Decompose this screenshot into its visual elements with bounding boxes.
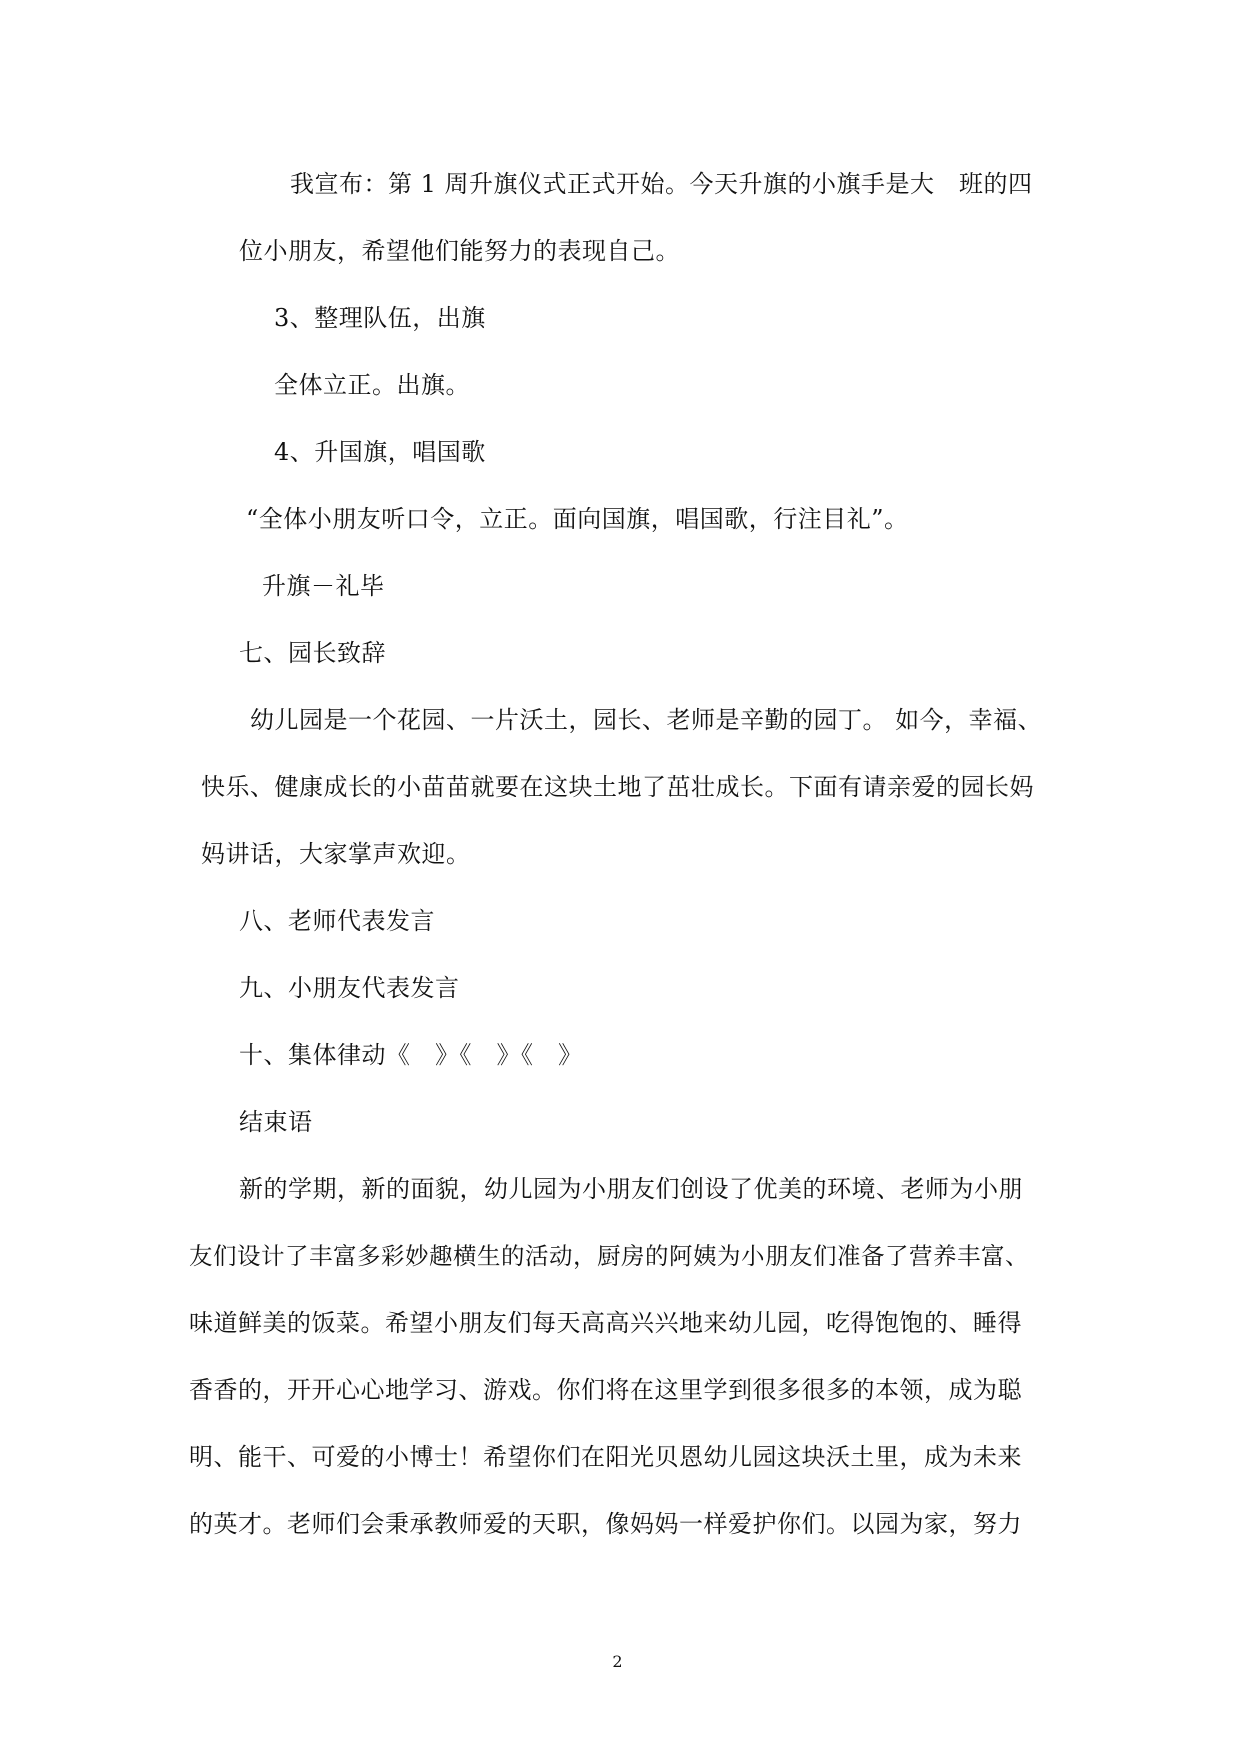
text-line: 3、整理队伍，出旗 bbox=[274, 304, 486, 332]
text-line: 九、小朋友代表发言 bbox=[239, 974, 460, 1002]
text-line: 友们设计了丰富多彩妙趣横生的活动，厨房的阿姨为小朋友们准备了营养丰富、 bbox=[189, 1242, 1029, 1270]
text-line: 七、园长致辞 bbox=[239, 639, 386, 667]
text-line: 的英才。老师们会秉承教师爱的天职，像妈妈一样爱护你们。以园为家，努力 bbox=[189, 1510, 1022, 1538]
text-line: 结束语 bbox=[239, 1108, 313, 1136]
text-line: 幼儿园是一个花园、一片沃土，园长、老师是辛勤的园丁。 如今，幸福、 bbox=[250, 706, 1043, 734]
text-line: 明、能干、可爱的小博士！希望你们在阳光贝恩幼儿园这块沃土里，成为未来 bbox=[189, 1443, 1022, 1471]
text-line: 味道鲜美的饭菜。希望小朋友们每天高高兴兴地来幼儿园，吃得饱饱的、睡得 bbox=[189, 1309, 1022, 1337]
text-line: 八、老师代表发言 bbox=[239, 907, 435, 935]
text-line: 位小朋友，希望他们能努力的表现自己。 bbox=[239, 237, 680, 265]
text-line: 4、升国旗，唱国歌 bbox=[274, 438, 486, 466]
text-line: 妈讲话，大家掌声欢迎。 bbox=[201, 840, 471, 868]
text-line: 新的学期，新的面貌，幼儿园为小朋友们创设了优美的环境、老师为小朋 bbox=[239, 1175, 1023, 1203]
text-line: “全体小朋友听口令，立正。面向国旗，唱国歌，行注目礼”。 bbox=[246, 505, 909, 533]
text-line: 全体立正。出旗。 bbox=[274, 371, 470, 399]
text-line: 快乐、健康成长的小苗苗就要在这块土地了茁壮成长。下面有请亲爱的园长妈 bbox=[201, 773, 1034, 801]
text-line: 十、集体律动《 》《 》《 》 bbox=[239, 1041, 583, 1069]
text-line: 升旗－礼毕 bbox=[262, 572, 385, 600]
text-line: 我宣布：第 1 周升旗仪式正式开始。今天升旗的小旗手是大 班的四 bbox=[290, 170, 1033, 198]
text-line: 香香的，开开心心地学习、游戏。你们将在这里学到很多很多的本领，成为聪 bbox=[189, 1376, 1022, 1404]
page-number: 2 bbox=[612, 1652, 623, 1671]
